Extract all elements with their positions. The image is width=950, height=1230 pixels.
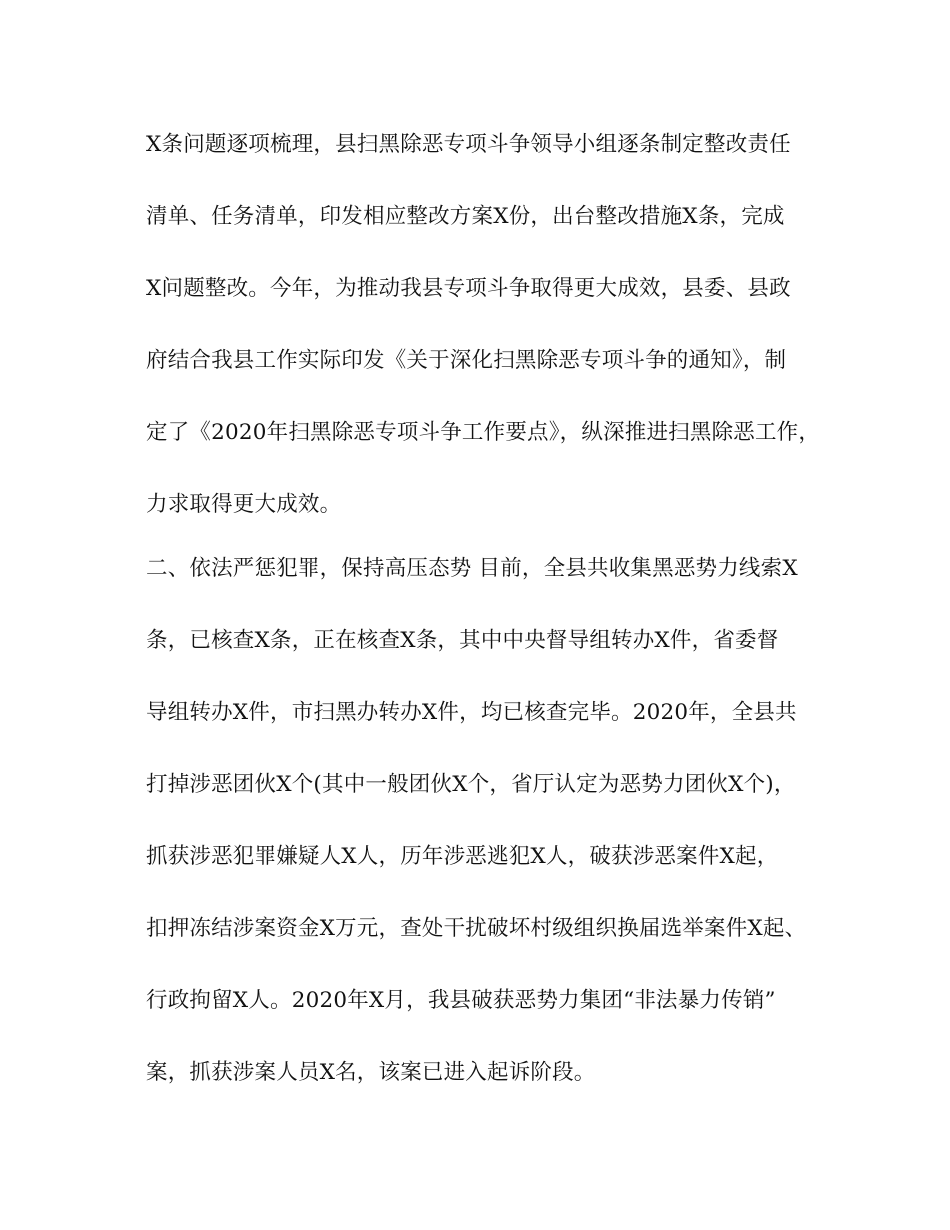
paragraph-line: X条问题逐项梳理，县扫黑除恶专项斗争领导小组逐条制定整改责任 (146, 132, 791, 157)
paragraph-line: 条，已核查X条，正在核查X条，其中中央督导组转办X件，省委督 (146, 628, 779, 653)
paragraph-line: X问题整改。今年，为推动我县专项斗争取得更大成效，县委、县政 (146, 276, 791, 301)
section-heading-line: 二、依法严惩犯罪，保持高压态势 目前，全县共收集黑恶势力线索X (146, 556, 798, 581)
paragraph-line: 力求取得更大成效。 (146, 492, 342, 517)
paragraph-line: 扣押冻结涉案资金X万元，查处干扰破坏村级组织换届选举案件X起、 (146, 916, 807, 941)
paragraph-line: 导组转办X件，市扫黑办转办X件，均已核查完毕。2020年，全县共 (146, 700, 797, 725)
paragraph-line: 清单、任务清单，印发相应整改方案X份，出台整改措施X条，完成 (146, 204, 785, 229)
paragraph-line: 行政拘留X人。2020年X月，我县破获恶势力集团“非法暴力传销” (146, 988, 776, 1013)
paragraph-line: 抓获涉恶犯罪嫌疑人X人，历年涉恶逃犯X人，破获涉恶案件X起， (146, 844, 779, 869)
paragraph-line: 府结合我县工作实际印发《关于深化扫黑除恶专项斗争的通知》，制 (146, 348, 787, 373)
paragraph-line: 案，抓获涉案人员X名，该案已进入起诉阶段。 (146, 1060, 596, 1085)
paragraph-line: 定了《2020年扫黑除恶专项斗争工作要点》，纵深推进扫黑除恶工作， (146, 420, 821, 445)
paragraph-line: 打掉涉恶团伙X个(其中一般团伙X个，省厅认定为恶势力团伙X个)， (146, 772, 796, 797)
